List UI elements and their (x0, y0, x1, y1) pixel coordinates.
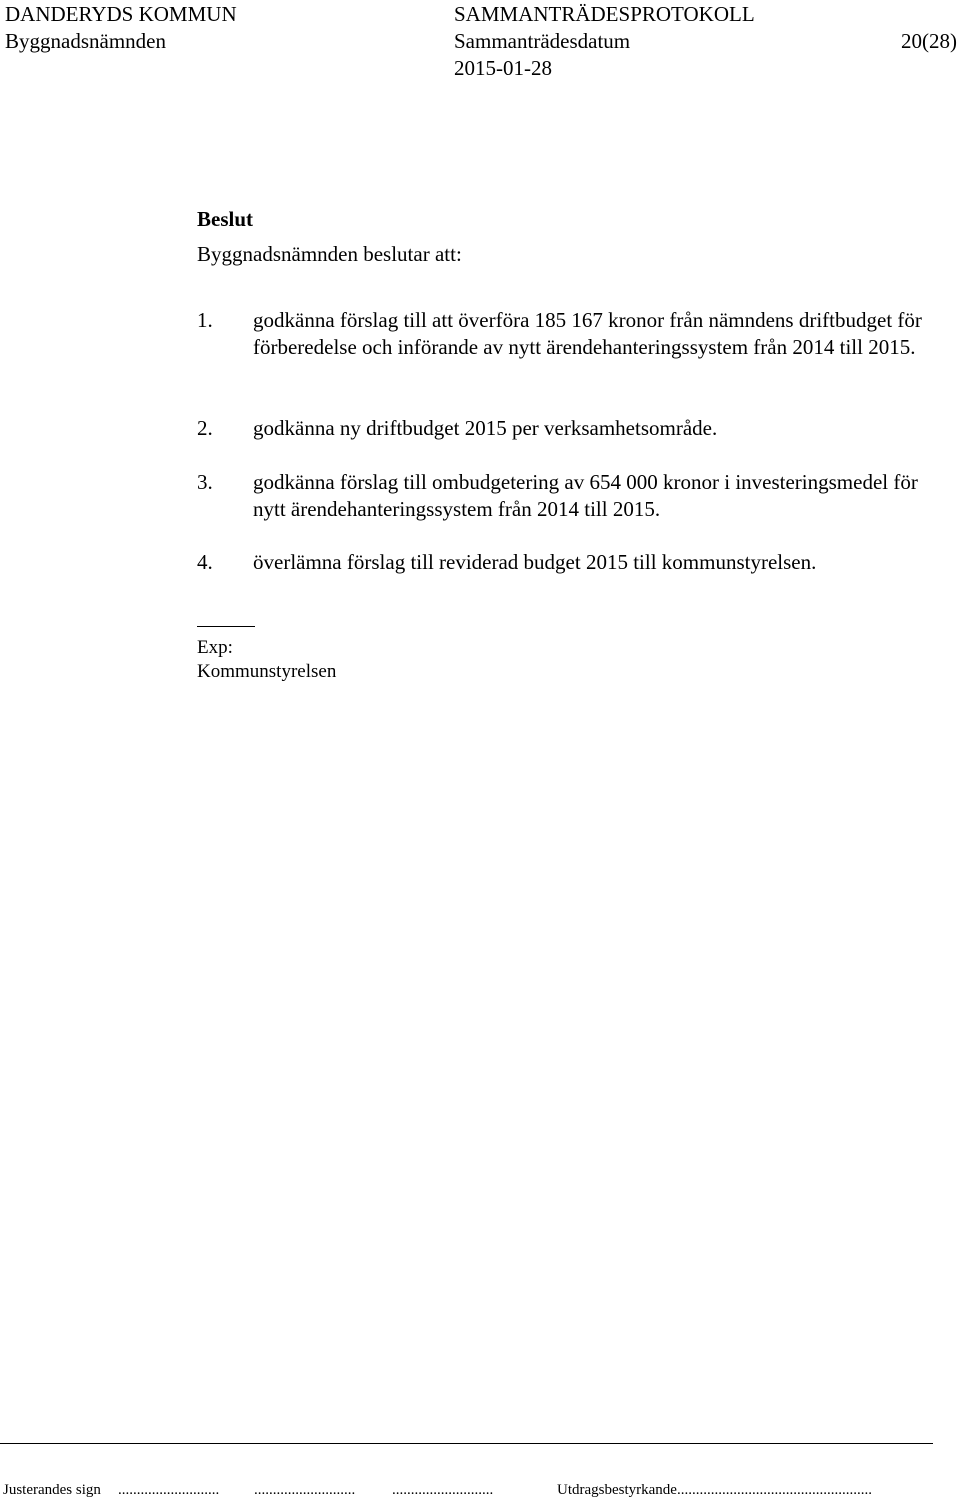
decision-intro: Byggnadsnämnden beslutar att: (197, 242, 462, 266)
meeting-date: 2015-01-28 (454, 56, 552, 80)
decision-item-text: överlämna förslag till reviderad budget 2015 till kommunstyrelsen. (253, 550, 817, 574)
municipality-name: DANDERYDS KOMMUN (5, 2, 237, 26)
decision-item-number: 1. (197, 308, 213, 332)
signature-line-2: ........................... (254, 1482, 356, 1498)
utdragsbestyrkande-label: Utdragsbestyrkande.................................................... (557, 1482, 872, 1498)
decision-item-number: 3. (197, 470, 213, 494)
decision-item-number: 2. (197, 416, 213, 440)
expedition-label: Exp: (197, 637, 233, 658)
meeting-date-label: Sammanträdesdatum (454, 29, 631, 53)
expedition-recipient: Kommunstyrelsen (197, 661, 337, 682)
decision-item-number: 4. (197, 550, 213, 574)
justerandes-sign-label: Justerandes sign (3, 1482, 101, 1498)
protocol-title: SAMMANTRÄDESPROTOKOLL (454, 2, 755, 26)
committee-name: Byggnadsnämnden (5, 29, 166, 53)
decision-item-text: godkänna ny driftbudget 2015 per verksamhetsområde. (253, 416, 718, 440)
footer-rule (0, 1443, 933, 1444)
decision-heading: Beslut (197, 207, 254, 231)
expedition-rule (197, 626, 255, 627)
expedition-block (197, 636, 336, 684)
signature-line-1: ........................... (118, 1482, 220, 1498)
decision-item-text: godkänna förslag till ombudgetering av 654 000 kronor i investeringsmedel för nytt ärendehanteringssystem från 2014 till 2015. (253, 470, 918, 521)
page-number: 20(28) (901, 29, 957, 53)
decision-item-text: godkänna förslag till att överföra 185 167 kronor från nämndens driftbudget för förberedelse och införande av nytt ärendehanteringssystem från 2014 till 2015. (253, 308, 922, 359)
signature-line-3: ........................... (392, 1482, 494, 1498)
